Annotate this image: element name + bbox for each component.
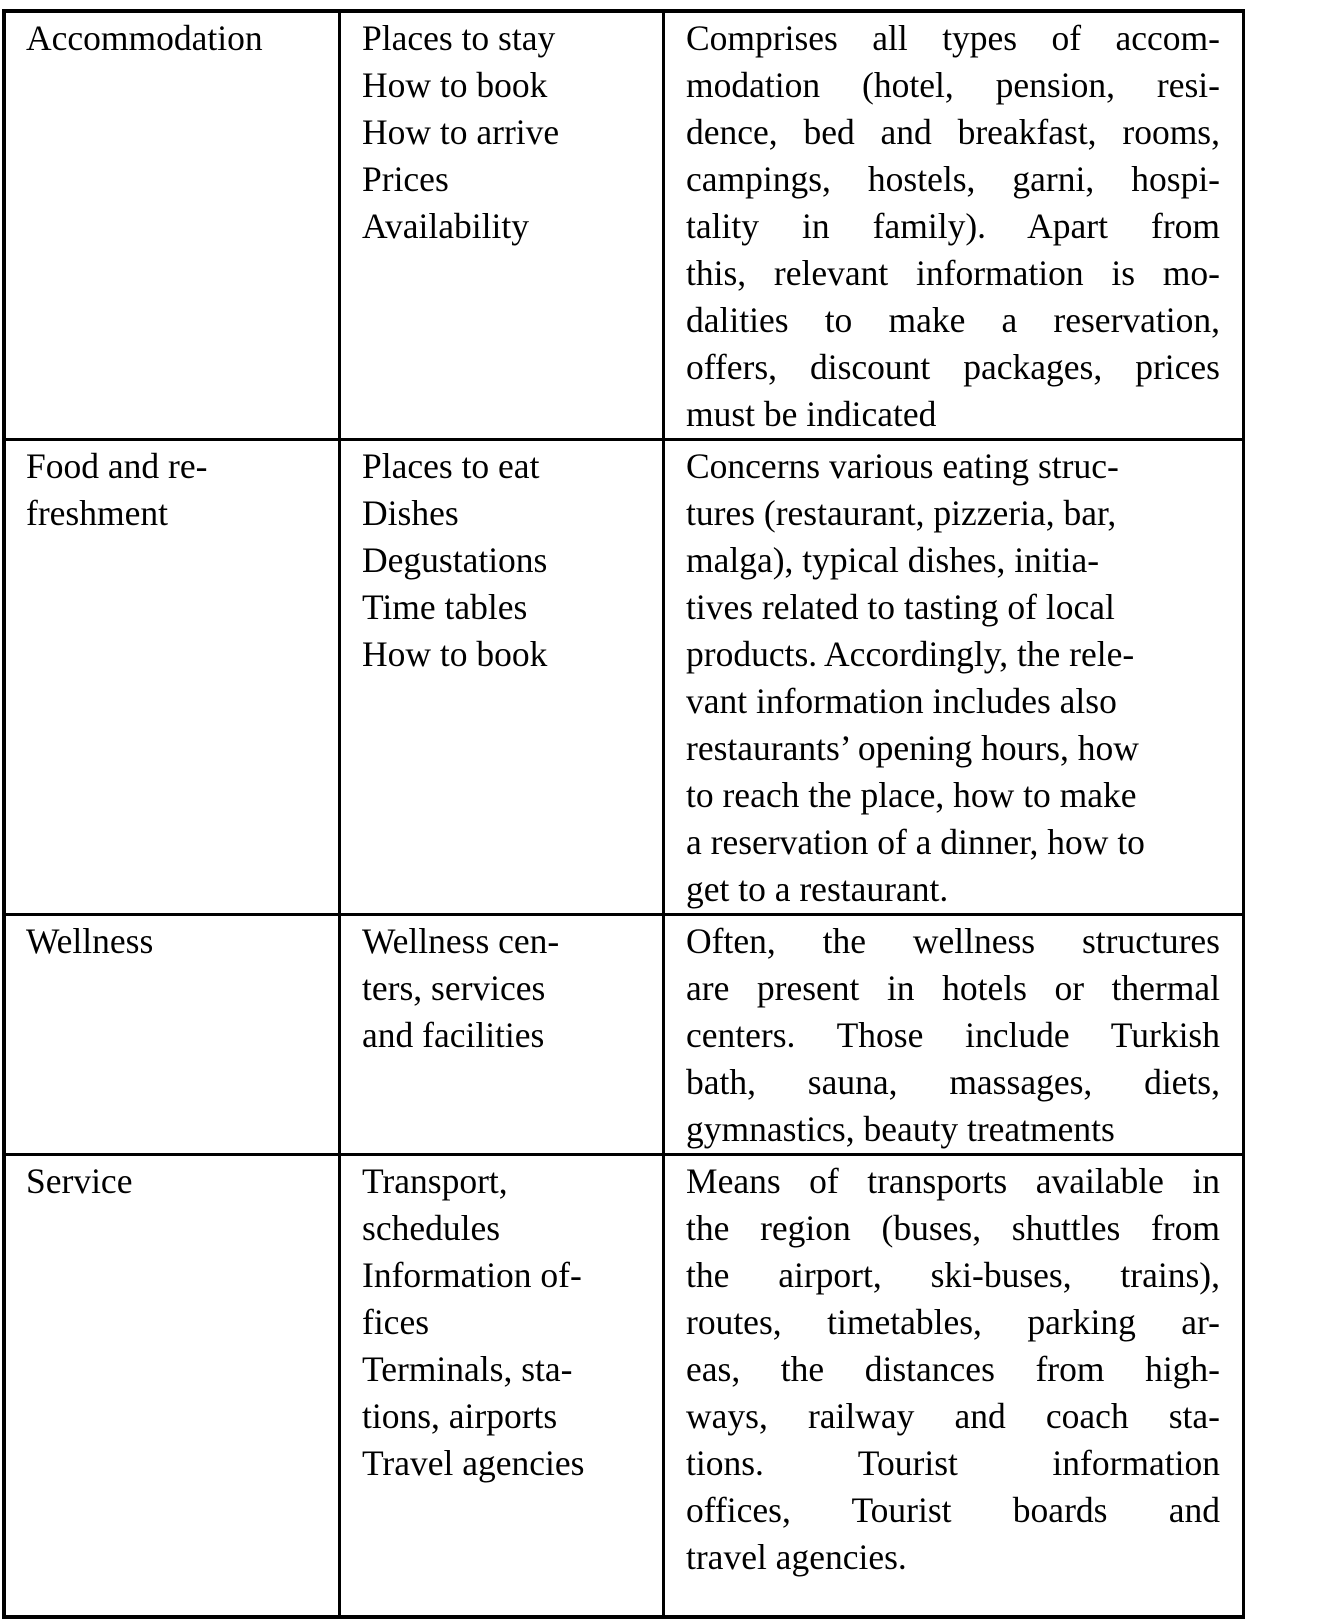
description-line: Comprises all types of accom- xyxy=(686,18,1220,58)
information-item: Transport, xyxy=(362,1161,508,1201)
table-row-wellness xyxy=(4,915,1244,1155)
information-item: tions, airports xyxy=(362,1396,558,1436)
topic-cell xyxy=(4,11,340,440)
description-line: modation (hotel, pension, resi- xyxy=(686,65,1220,105)
description-line: to reach the place, how to make xyxy=(686,775,1137,815)
topic-line: Wellness xyxy=(26,921,154,961)
description-line: products. Accordingly, the rele- xyxy=(686,634,1135,674)
description-line: campings, hostels, garni, hospi- xyxy=(686,159,1220,199)
description-line: tures (restaurant, pizzeria, bar, xyxy=(686,493,1117,533)
information-cell xyxy=(340,440,664,915)
information-item: How to book xyxy=(362,634,548,674)
description-line: the region (buses, shuttles from xyxy=(686,1208,1220,1248)
description-line: offices, Tourist boards and xyxy=(686,1490,1220,1530)
topic-line: Accommodation xyxy=(26,18,263,58)
information-item: and facilities xyxy=(362,1015,545,1055)
information-item: Prices xyxy=(362,159,449,199)
description-line: eas, the distances from high- xyxy=(686,1349,1220,1389)
information-item: Information of- xyxy=(362,1255,582,1295)
information-list xyxy=(341,13,662,250)
topic-text xyxy=(6,13,338,62)
description-line: bath, sauna, massages, diets, xyxy=(686,1062,1220,1102)
information-cell xyxy=(340,915,664,1155)
description-line: tions. Tourist information xyxy=(686,1443,1220,1483)
description-cell xyxy=(664,11,1244,440)
tourism-information-table xyxy=(2,9,1245,1619)
description-cell xyxy=(664,915,1244,1155)
description-line: gymnastics, beauty treatments xyxy=(686,1109,1115,1149)
information-item: Time tables xyxy=(362,587,528,627)
description-line: restaurants’ opening hours, how xyxy=(686,728,1139,768)
description-line: Means of transports available in xyxy=(686,1161,1220,1201)
information-cell xyxy=(340,11,664,440)
description-line: get to a restaurant. xyxy=(686,869,949,909)
description-line: malga), typical dishes, initia- xyxy=(686,540,1100,580)
topic-line: Food and re- xyxy=(26,446,208,486)
topic-text xyxy=(6,441,338,537)
information-item: How to arrive xyxy=(362,112,560,152)
description-line: ways, railway and coach sta- xyxy=(686,1396,1220,1436)
description-line: a reservation of a dinner, how to xyxy=(686,822,1145,862)
information-item: Travel agencies xyxy=(362,1443,585,1483)
description-line: must be indicated xyxy=(686,394,937,434)
description-line: Often, the wellness structures xyxy=(686,921,1220,961)
information-item: How to book xyxy=(362,65,548,105)
topic-text xyxy=(6,916,338,965)
information-item: Places to eat xyxy=(362,446,540,486)
description-text xyxy=(665,13,1242,438)
description-line: this, relevant information is mo- xyxy=(686,253,1220,293)
topic-cell xyxy=(4,915,340,1155)
description-line: tives related to tasting of local xyxy=(686,587,1115,627)
table-row-accommodation xyxy=(4,11,1244,440)
information-list xyxy=(341,441,662,678)
description-cell xyxy=(664,1155,1244,1618)
description-cell xyxy=(664,440,1244,915)
description-line: Concerns various eating struc- xyxy=(686,446,1119,486)
information-list xyxy=(341,1156,662,1487)
description-line: travel agencies. xyxy=(686,1537,907,1577)
description-text xyxy=(665,1156,1242,1581)
description-line: routes, timetables, parking ar- xyxy=(686,1302,1220,1342)
information-item: Places to stay xyxy=(362,18,556,58)
topic-cell xyxy=(4,440,340,915)
information-item: fices xyxy=(362,1302,430,1342)
description-line: are present in hotels or thermal xyxy=(686,968,1220,1008)
topic-cell xyxy=(4,1155,340,1618)
information-item: Wellness cen- xyxy=(362,921,560,961)
description-text xyxy=(665,441,1242,913)
information-item: Degustations xyxy=(362,540,548,580)
description-line: dence, bed and breakfast, rooms, xyxy=(686,112,1220,152)
topic-text xyxy=(6,1156,338,1205)
information-item: Dishes xyxy=(362,493,459,533)
information-item: Availability xyxy=(362,206,529,246)
information-cell xyxy=(340,1155,664,1618)
table-row-food-and-refreshment xyxy=(4,440,1244,915)
topic-line: freshment xyxy=(26,493,168,533)
description-line: the airport, ski-buses, trains), xyxy=(686,1255,1220,1295)
description-text xyxy=(665,916,1242,1153)
description-line: tality in family). Apart from xyxy=(686,206,1220,246)
description-line: centers. Those include Turkish xyxy=(686,1015,1220,1055)
description-line: vant information includes also xyxy=(686,681,1117,721)
table-row-service xyxy=(4,1155,1244,1618)
topic-line: Service xyxy=(26,1161,133,1201)
description-line: dalities to make a reservation, xyxy=(686,300,1220,340)
description-line: offers, discount packages, prices xyxy=(686,347,1220,387)
information-item: schedules xyxy=(362,1208,501,1248)
information-list xyxy=(341,916,662,1059)
information-item: Terminals, sta- xyxy=(362,1349,573,1389)
information-item: ters, services xyxy=(362,968,546,1008)
